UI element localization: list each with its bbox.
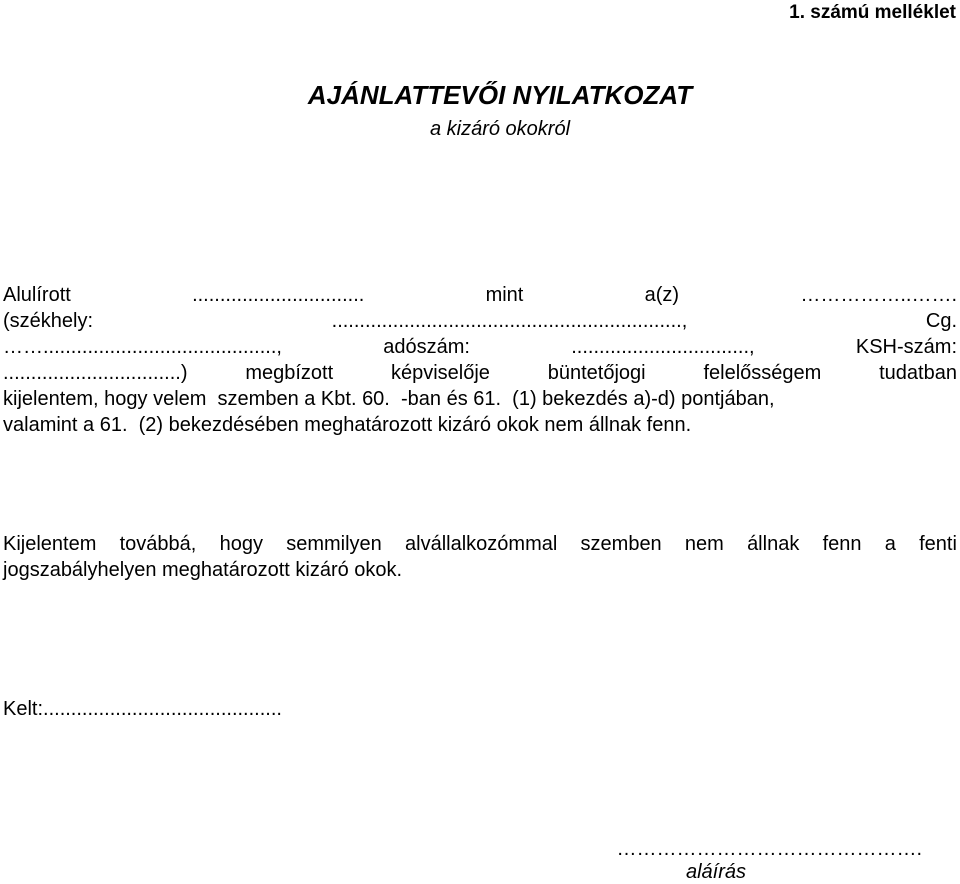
text-segment: a(z) [644, 284, 680, 306]
text-segment: megbízott [245, 362, 334, 384]
text-segment: nem [684, 533, 724, 555]
text-segment: ................................) [3, 362, 188, 384]
text-segment: állnak [747, 533, 800, 555]
paragraph1-line [3, 308, 957, 334]
text-segment: fenti [919, 533, 957, 555]
text-segment: valamint a 61. (2) bekezdésében meghatározott kizáró okok nem állnak fenn. [3, 414, 692, 436]
signature-label: aláírás [685, 861, 746, 883]
date-text: Kelt:........................................... [3, 698, 282, 720]
paragraph1-line [3, 334, 957, 360]
text-segment: szemben [580, 533, 662, 555]
text-segment: hogy [219, 533, 263, 555]
text-segment: adószám: [383, 336, 470, 358]
paragraph1-line [3, 282, 957, 308]
paragraph1-line [3, 412, 957, 438]
text-segment: Alulírott [3, 284, 71, 306]
text-segment: (székhely: [3, 310, 94, 332]
text-segment: ............................... [192, 284, 365, 306]
paragraph1-line [3, 360, 957, 386]
text-segment: ……………..……. [800, 284, 957, 306]
text-segment: kijelentem, hogy velem szemben a Kbt. 60. -ban és 61. (1) bekezdés a)-d) pontjában, [3, 388, 775, 410]
date-line [3, 696, 957, 722]
document-title: AJÁNLATTEVŐI NYILATKOZAT [307, 80, 693, 110]
text-segment: tudatban [879, 362, 957, 384]
text-segment: ..............................................................., [331, 310, 688, 332]
text-segment: …….........................................., [3, 336, 282, 358]
annex-label: 1. számú melléklet [789, 2, 956, 23]
text-segment: továbbá, [119, 533, 197, 555]
text-segment: KSH-szám: [855, 336, 957, 358]
paragraph2-line [3, 557, 957, 583]
signature-dots: ………………………………………. [616, 838, 922, 860]
text-segment: felelősségem [703, 362, 822, 384]
text-segment: alvállalkozómmal [405, 533, 558, 555]
text-segment: jogszabályhelyen meghatározott kizáró okok. [3, 559, 403, 581]
document-subtitle: a kizáró okokról [429, 118, 571, 140]
text-segment: Kijelentem [3, 533, 97, 555]
text-segment: fenn [822, 533, 862, 555]
text-segment: Cg. [925, 310, 957, 332]
text-segment: a [884, 533, 896, 555]
paragraph1-line [3, 386, 957, 412]
text-segment: mint [485, 284, 524, 306]
text-segment: képviselője [390, 362, 490, 384]
text-segment: ................................, [571, 336, 755, 358]
paragraph2-line [3, 531, 957, 557]
text-segment: büntetőjogi [547, 362, 646, 384]
text-segment: semmilyen [286, 533, 382, 555]
